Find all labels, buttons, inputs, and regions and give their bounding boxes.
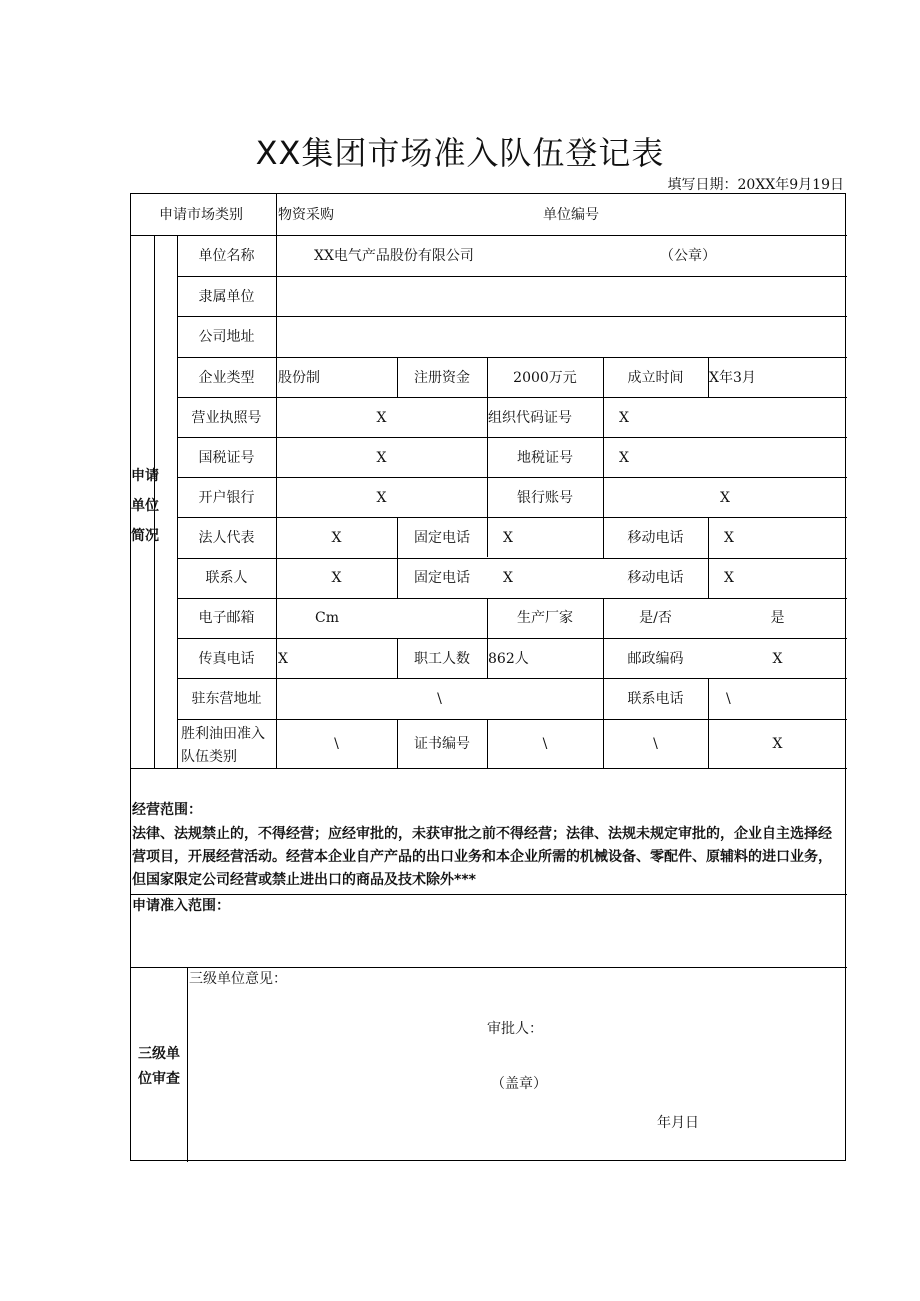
bank-value[interactable]: X <box>376 490 387 506</box>
manufacturer-label: 生产厂家 <box>517 610 573 626</box>
review-side-label-1: 三级单 <box>138 1046 180 1062</box>
unit-number-label: 单位编号 <box>543 207 599 223</box>
mobile-value-1[interactable]: X <box>724 530 734 546</box>
landline-label-1: 固定电话 <box>414 530 470 546</box>
review-side-label-2: 位审查 <box>138 1071 180 1087</box>
market-category-value[interactable]: 物资采购 <box>278 207 334 223</box>
enterprise-type-value[interactable]: 股份制 <box>278 370 320 386</box>
certificate-no-value[interactable]: \ <box>542 736 548 752</box>
contact-phone-value[interactable]: \ <box>726 691 731 707</box>
unit-name-value[interactable]: XX电气产品股份有限公司 <box>314 248 474 264</box>
mobile-label-1: 移动电话 <box>627 530 684 546</box>
side-label-line-1: 申请 <box>131 468 159 484</box>
certificate-no-label: 证书编号 <box>414 736 470 752</box>
form-title: XX集团市场准入队伍登记表 <box>255 134 665 172</box>
postal-code-value[interactable]: X <box>772 651 783 667</box>
approver-label: 审批人： <box>487 1021 543 1037</box>
business-license-label: 营业执照号 <box>191 410 262 426</box>
extra-value-1[interactable]: \ <box>653 736 658 752</box>
founded-label: 成立时间 <box>627 370 684 386</box>
side-label-line-3: 简况 <box>131 528 159 544</box>
mobile-value-2[interactable]: X <box>724 570 734 586</box>
dongying-address-label: 驻东营地址 <box>191 691 262 707</box>
fill-date: 填写日期：20XX年9月19日 <box>667 177 844 193</box>
landline-value-1[interactable]: X <box>503 530 513 546</box>
landline-value-2[interactable]: X <box>503 570 513 586</box>
local-tax-label: 地税证号 <box>517 450 573 466</box>
legal-rep-value[interactable]: X <box>331 530 342 546</box>
shengli-category-label-1: 胜利油田准入 <box>181 726 265 742</box>
legal-rep-label: 法人代表 <box>198 530 255 546</box>
unit-name-label: 单位名称 <box>198 248 255 264</box>
fax-value[interactable]: X <box>278 651 288 667</box>
extra-value-2[interactable]: X <box>772 736 783 752</box>
contact-value[interactable]: X <box>331 570 342 586</box>
bank-account-value[interactable]: X <box>720 490 730 506</box>
local-tax-value[interactable]: X <box>619 450 629 466</box>
org-code-label: 组织代码证号 <box>488 410 572 426</box>
registered-capital-value[interactable]: 2000万元 <box>513 370 577 386</box>
side-label-line-2: 单位 <box>131 498 159 514</box>
fax-label: 传真电话 <box>198 651 255 667</box>
address-label: 公司地址 <box>198 329 255 345</box>
national-tax-label: 国税证号 <box>198 450 255 466</box>
affiliation-label: 隶属单位 <box>198 289 255 305</box>
shengli-category-value[interactable]: \ <box>334 736 339 752</box>
bank-label: 开户银行 <box>198 490 255 506</box>
staff-count-value[interactable]: 862人 <box>488 651 529 667</box>
business-scope-label: 经营范围： <box>132 802 202 818</box>
landline-label-2: 固定电话 <box>414 570 470 586</box>
email-value[interactable]: Cm <box>315 610 339 626</box>
email-label: 电子邮箱 <box>198 610 255 626</box>
mobile-label-2: 移动电话 <box>627 570 684 586</box>
contact-phone-label: 联系电话 <box>627 691 684 707</box>
bank-account-label: 银行账号 <box>517 490 573 506</box>
national-tax-value[interactable]: X <box>376 450 387 466</box>
manufacturer-value[interactable]: 是 <box>770 610 785 626</box>
founded-value[interactable]: X年3月 <box>709 370 756 386</box>
review-date-label: 年月日 <box>657 1115 699 1131</box>
seal-note: （公章） <box>660 248 716 264</box>
postal-code-label: 邮政编码 <box>627 651 684 667</box>
apply-scope-label: 申请准入范围： <box>132 898 230 914</box>
registered-capital-label: 注册资金 <box>414 370 470 386</box>
registration-form <box>130 193 846 1161</box>
enterprise-type-label: 企业类型 <box>198 370 255 386</box>
yes-no-label: 是/否 <box>639 610 672 626</box>
staff-count-label: 职工人数 <box>414 651 470 667</box>
org-code-value[interactable]: X <box>619 410 629 426</box>
business-scope-text: 法律、法规禁止的，不得经营；应经审批的，未获审批之前不得经营；法律、法规未规定审批的，企业自主选择经营项目，开展经营活动。经营本企业自产产品的出口业务和本企业所需的机械设备、零配件、原辅料的进口业务，但国家限定公司经营或禁止进出口的商品及技术除外*** <box>132 826 832 888</box>
contact-label: 联系人 <box>205 570 248 586</box>
dongying-address-value[interactable]: \ <box>437 691 442 707</box>
business-license-value[interactable]: X <box>376 410 387 426</box>
stamp-label: （盖章） <box>491 1076 547 1092</box>
market-category-label: 申请市场类别 <box>159 207 243 223</box>
shengli-category-label-2: 队伍类别 <box>181 749 237 765</box>
third-level-opinion-label: 三级单位意见： <box>189 971 287 987</box>
